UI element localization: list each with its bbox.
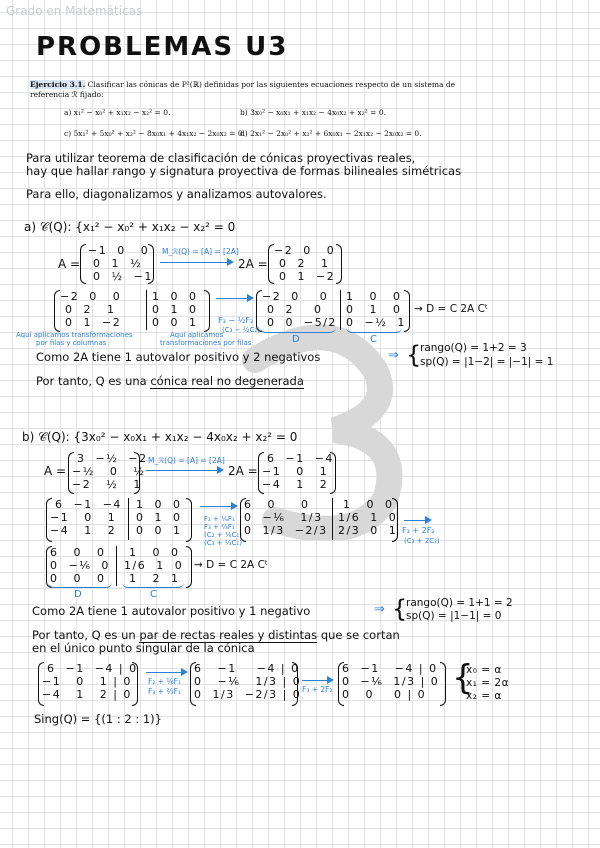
watermark-text: Grado en Matemáticas — [6, 4, 143, 18]
part-b-system-3: 6 −1 −4 | 0 0 −⅙ 1/3 | 0 0 0 0 | 0 — [342, 662, 440, 701]
part-a-conclusion: Como 2A tiene 1 autovalor positivo y 2 negativos — [36, 350, 321, 364]
part-b-arrow-label: M_ℛ(Q) = [A] = [2A] — [148, 456, 225, 465]
part-b-solution: x₀ = α x₁ = 2α x₂ = α — [466, 664, 509, 702]
part-a-2A-label: 2A = — [238, 257, 268, 271]
part-a-equation: ⇝ D = C 2A Cᵗ — [414, 303, 488, 315]
part-a-note-left — [16, 331, 133, 347]
part-a-signature: sp(Q) = |1−2| = |−1| = 1 — [420, 356, 554, 368]
part-b-C-label: C — [150, 589, 157, 600]
page-title: PROBLEMAS U3 — [36, 32, 289, 62]
part-b-result-left: 6 0 0 0 −⅙ 0 0 0 0 — [50, 546, 110, 585]
part-b-A-matrix: 3 −½ −2 −½ 0 ½ −2 ½ 1 — [72, 452, 148, 491]
exercise-item-c: c) 5x₁² + 5x₀² + x₂² − 8x₀x₁ + 4x₁x₂ − 2x₀x₂ = 0. — [64, 129, 245, 138]
part-a-rank: rango(Q) = 1+2 = 3 — [420, 342, 527, 354]
part-a-A-label: A = — [58, 257, 81, 271]
part-b-final-underlined: par de rectas reales y distintas — [139, 628, 318, 642]
part-a-final-underlined: cónica real no degenerada — [150, 374, 304, 388]
part-a-arrow-label: M_ℛ(Q) = [A] = [2A] — [162, 247, 239, 256]
exercise-item-a: a) x₁² − x₀² + x₁x₂ − x₂² = 0. — [64, 108, 171, 117]
part-a-result-right: 1 0 0 0 1 0 0 −½ 1 — [346, 290, 406, 329]
part-a-heading: a) 𝒞(Q): {x₁² − x₀² + x₁x₂ − x₂² = 0 — [24, 220, 236, 234]
part-a-aug-left: −2 0 0 0 2 1 0 1 −2 — [60, 290, 122, 329]
part-a-note-left-2: por filas y columnas — [36, 339, 107, 347]
part-b-system-ops-2: F₃ + 2F₂ — [302, 685, 333, 694]
part-a-note-mid-1: Aquí aplicamos — [170, 331, 224, 339]
exercise-item-d: d) 2x₁² − 2x₀² + x₂² + 6x₀x₁ − 2x₁x₂ − 2x₀x₂ = 0. — [240, 129, 422, 138]
part-a-result-left: −2 0 0 0 2 0 0 0 −5/2 — [262, 290, 337, 329]
part-a-D-label: D — [292, 334, 300, 345]
part-b-ops: F₂ + ⅙F₁ F₃ + ⅔F₁ (C₂ + ⅙C₁) (C₃ + ⅔C₁) — [204, 515, 242, 547]
part-b-singular-set: Sing(Q) = {(1 : 2 : 1)} — [34, 712, 162, 726]
exercise-text: Clasificar las cónicas de P²(ℝ) definidas por las siguientes ecuaciones respecto de un sistema de — [87, 80, 456, 89]
part-b-system-1: 6 −1 −4 | 0 −1 0 1 | 0 −4 1 2 | 0 — [42, 662, 138, 701]
part-b-system-2: 6 −1 −4 | 0 0 −⅙ 1/3 | 0 0 1/3 −2/3 | 0 — [194, 662, 302, 701]
part-b-final-3: en el único punto singular de la cónica — [32, 641, 255, 655]
part-b-aug-left: 6 −1 −4 −1 0 1 −4 1 2 — [50, 498, 122, 537]
part-b-rank: rango(Q) = 1+1 = 2 — [406, 597, 513, 609]
part-b-mid-left: 6 0 0 0 −⅙ 1/3 0 1/3 −2/3 — [244, 498, 328, 537]
part-b-D-label: D — [74, 589, 82, 600]
part-b-heading: b) 𝒞(Q): {3x₀² − x₀x₁ + x₁x₂ − 4x₀x₂ + x₂² = 0 — [22, 430, 298, 444]
part-b-solution-brace-icon: { — [452, 658, 474, 698]
intro-line-2: hay que hallar rango y signatura proyectiva de formas bilineales simétricas — [26, 164, 462, 178]
exercise-label: Ejercicio 3.1. — [30, 80, 86, 89]
exercise-statement — [30, 80, 455, 100]
part-a-2A-matrix: −2 0 0 0 2 1 0 1 −2 — [274, 244, 336, 283]
part-b-final-text: Por tanto, Q es un — [32, 628, 136, 642]
part-b-final-text-2: que se cortan — [320, 628, 400, 642]
part-a-op: F₃ − ½F₂ — [218, 316, 254, 325]
part-a-op2: (C₃ − ½C₂) — [222, 326, 260, 334]
part-b-implies-icon: ⇒ — [374, 602, 385, 617]
part-a-final-text: Por tanto, Q es una — [36, 374, 147, 388]
part-a-note-left-1: Aquí aplicamos transformaciones — [16, 331, 133, 339]
part-b-2A-label: 2A = — [228, 464, 258, 478]
part-b-result-right: 1 0 0 1/6 1 0 1 2 1 — [124, 546, 184, 585]
part-b-op3b: (C₃ + 2C₂) — [404, 537, 440, 545]
intro-line-1: Para utilizar teorema de clasificación de cónicas proyectivas reales, — [26, 151, 416, 165]
part-a-implies-icon: ⇒ — [388, 348, 399, 363]
exercise-text-2: referencia ℛ fijado: — [30, 90, 104, 99]
part-a-final — [36, 374, 304, 388]
part-b-conclusion: Como 2A tiene 1 autovalor positivo y 1 negativo — [32, 604, 311, 618]
part-a-A-matrix: −1 0 0 0 1 ½ 0 ½ −1 — [88, 244, 153, 283]
part-b-brace-icon: { — [392, 595, 408, 623]
part-b-equation: ⇝ D = C 2A Cᵗ — [194, 559, 268, 571]
part-b-system-ops-1: F₂ + ⅙F₁ F₃ + ⅔F₁ — [148, 677, 181, 696]
part-b-A-label: A = — [44, 464, 67, 478]
part-b-signature: sp(Q) = |1−1| = 0 — [406, 610, 502, 622]
part-b-mid-right: 1 0 0 1/6 1 0 2/3 0 1 — [338, 498, 398, 537]
part-a-C-label: C — [370, 334, 377, 345]
part-a-aug-id: 1 0 0 0 1 0 0 0 1 — [152, 290, 198, 329]
part-b-aug-id: 1 0 0 0 1 0 0 0 1 — [136, 498, 182, 537]
part-a-note-mid-2: transformaciones por filas — [160, 339, 252, 347]
part-b-2A-matrix: 6 −1 −4 −1 0 1 −4 1 2 — [262, 452, 334, 491]
exercise-item-b: b) 3x₀² − x₀x₁ + x₁x₂ − 4x₀x₂ + x₂² = 0. — [240, 108, 386, 117]
part-b-op3: F₃ + 2F₂ — [402, 526, 435, 535]
part-b-final — [32, 628, 400, 642]
intro-line-3: Para ello, diagonalizamos y analizamos autovalores. — [26, 187, 327, 201]
part-a-brace-icon: { — [406, 341, 422, 369]
part-a-note-mid — [160, 331, 251, 347]
